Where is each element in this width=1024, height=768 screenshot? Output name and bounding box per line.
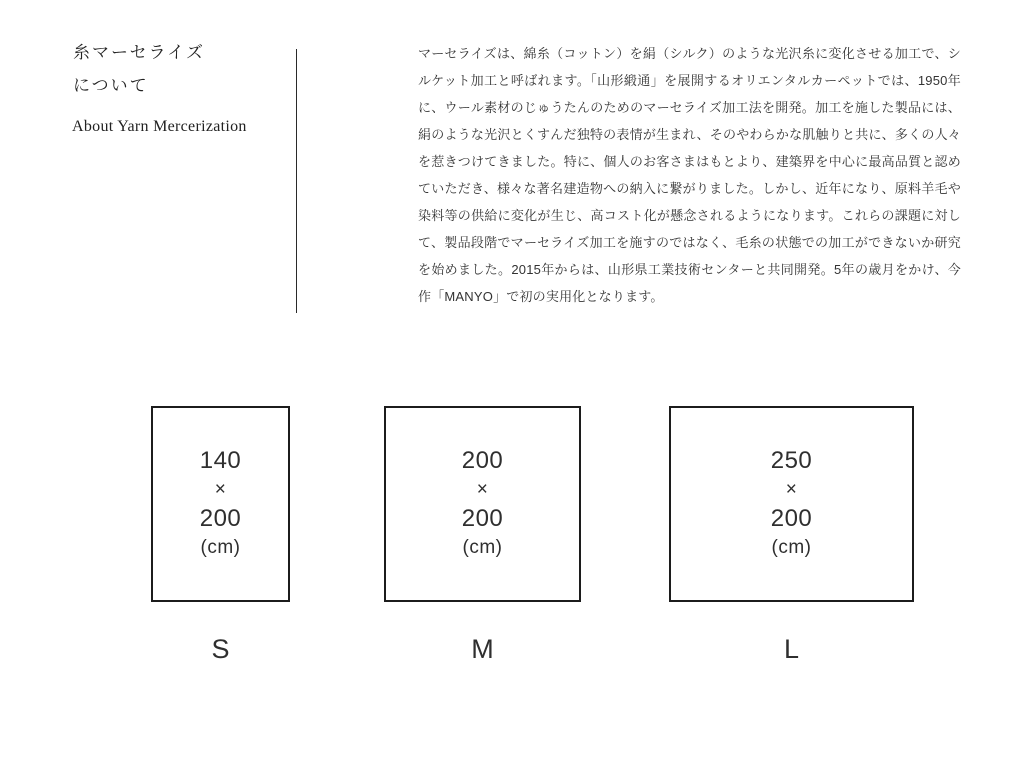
size-s-height: 200	[199, 505, 242, 532]
section-title-line-2: について	[73, 76, 149, 95]
size-l-height: 200	[770, 505, 813, 532]
multiply-sign: ×	[214, 479, 227, 500]
size-m-height: 200	[461, 505, 504, 532]
size-box-m	[384, 406, 581, 602]
multiply-sign: ×	[476, 479, 489, 500]
size-label-m: M	[471, 634, 494, 664]
section-title-japanese	[73, 36, 205, 102]
size-box-s	[151, 406, 290, 602]
multiply-sign: ×	[785, 479, 798, 500]
size-l-unit: (cm)	[771, 537, 812, 558]
size-box-m-dimensions	[462, 446, 504, 562]
size-box-s-dimensions	[200, 446, 242, 562]
size-box-l-dimensions	[771, 446, 813, 562]
size-m-width: 200	[461, 447, 504, 474]
size-label-l: L	[783, 634, 800, 664]
size-s-unit: (cm)	[200, 537, 241, 558]
size-box-l	[669, 406, 914, 602]
size-label-s: S	[211, 634, 230, 664]
size-m-unit: (cm)	[462, 537, 503, 558]
size-s-width: 140	[199, 447, 242, 474]
section-title-line-1: 糸マーセライズ	[73, 43, 205, 62]
section-title-english: About Yarn Mercerization	[72, 118, 247, 135]
description-paragraph: マーセライズは、綿糸（コットン）を絹（シルク）のような光沢糸に変化させる加工で、シルケット加工と呼ばれます。「山形緞通」を展開するオリエンタルカーペットでは、1950年に、ウール素材のじゅうたんのためのマーセライズ加工法を開発。加工を施した製品には、絹のような光沢とくすんだ独特の表情が生まれ、そのやわらかな肌触りと共に、多くの人々を惹きつけてきました。特に、個人のお客さまはもとより、建築界を中心に最高品質と認めていただき、様々な著名建造物への納入に繋がりました。しかし、近年になり、原料羊毛や染料等の供給に変化が生じ、高コスト化が懸念されるようになります。これらの課題に対して、製品段階でマーセライズ加工を施すのではなく、毛糸の状態での加工ができないか研究を始めました。2015年からは、山形県工業技術センターと共同開発。5年の歳月をかけ、今作「MANYO」で初の実用化となります。	[418, 46, 961, 304]
vertical-divider	[296, 49, 297, 313]
size-l-width: 250	[770, 447, 813, 474]
